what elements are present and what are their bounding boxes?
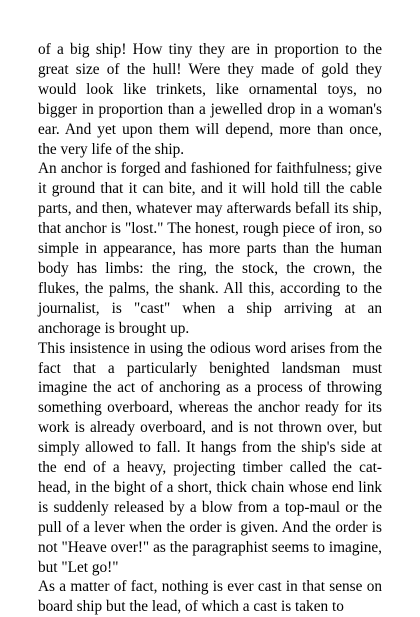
paragraph-3: This insistence in using the odious word arises from the fact that a particularly benighted landsman must imagine the act of anchoring as a process of throwing something overboard, whereas the anchor ready for its work is already overboard, and is not thrown over, but simply allowed to fall. It hangs from the ship's side at the end of a heavy, projecting timber called the cat-head, in the bight of a short, thick chain whose end link is suddenly released by a blow from a top-maul or the pull of a lever when the order is given. And the order is not "Heave over!" as the paragraphist seems to imagine, but "Let go!" [38,339,382,576]
paragraph-1: of a big ship! How tiny they are in proportion to the great size of the hull! Were they made of gold they would look like trinkets, like ornamental toys, no bigger in proportion than a jewelled drop in a woman's ear. And yet upon them will depend, more than once, the very life of the ship. [38,41,382,158]
paragraph-4: As a matter of fact, nothing is ever cast in that sense on board ship but the lead, of which a cast is taken to [38,578,382,616]
paragraph-2: An anchor is forged and fashioned for faithfulness; give it ground that it can bite, and it will hold till the cable parts, and then, whatever may afterwards befall its ship, that anchor is "lost." The honest, rough piece of iron, so simple in appearance, has more parts than the human body has limbs: the ring, the stock, the crown, the flukes, the palms, the shank. All this, according to the journalist, is "cast" when a ship arriving at an anchorage is brought up. [38,160,382,337]
book-page-text [38,40,382,617]
